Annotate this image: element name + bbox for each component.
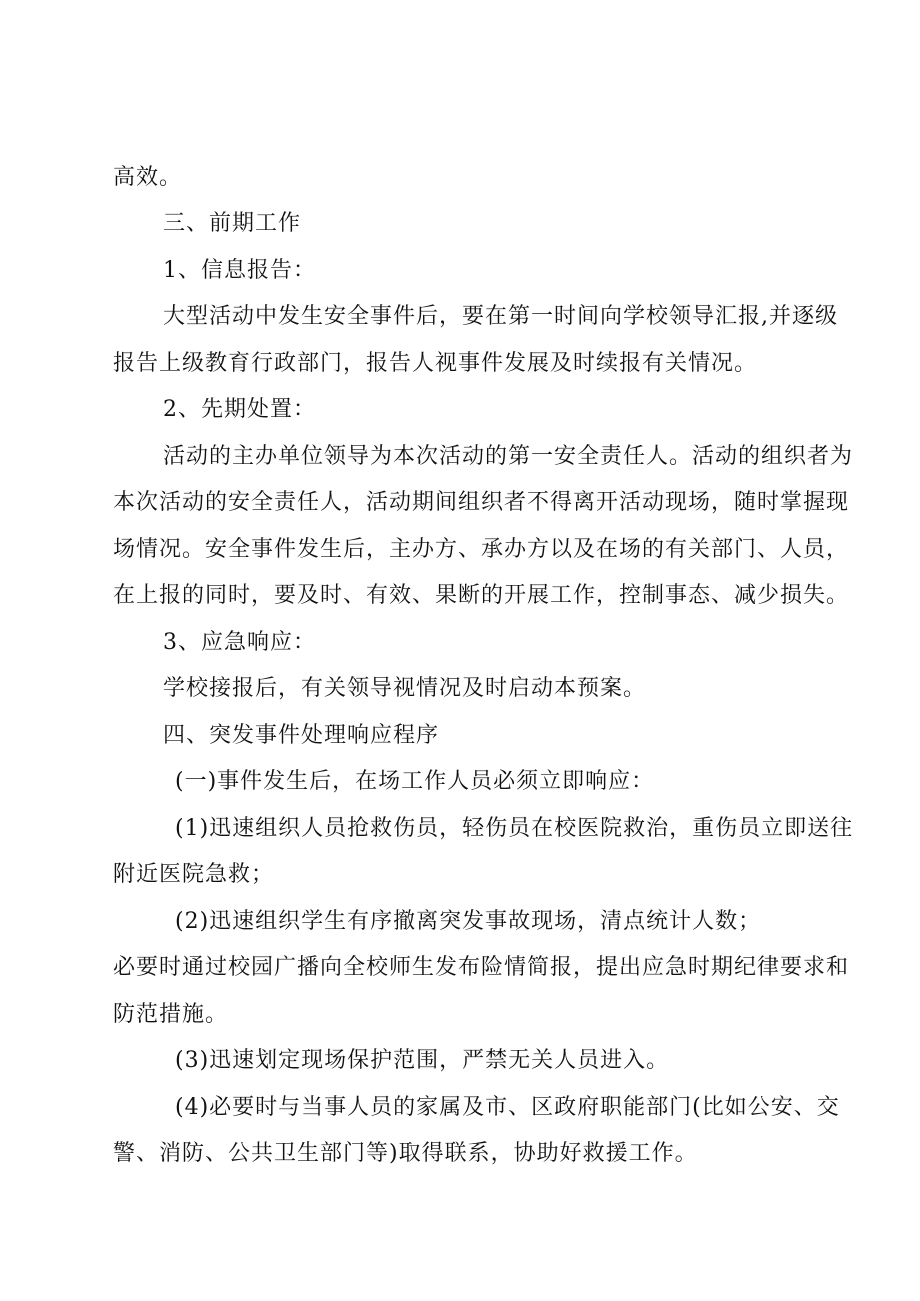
list-item: (2)迅速组织学生有序撤离突发事故现场，清点统计人数； (175, 909, 762, 934)
paragraph-line: 防范措施。 (113, 1002, 229, 1027)
paragraph-line: 在上报的同时，要及时、有效、果断的开展工作，控制事态、减少损失。 (113, 583, 850, 608)
list-item: (3)迅速划定现场保护范围，严禁无关人员进入。 (175, 1048, 670, 1073)
paragraph-line: 本次活动的安全责任人，活动期间组织者不得离开活动现场，随时掌握现 (113, 490, 850, 515)
paragraph-line: 必要时通过校园广播向全校师生发布险情简报，提出应急时期纪律要求和 (113, 955, 850, 980)
subsection-heading: (一)事件发生后，在场工作人员必须立即响应： (175, 769, 655, 794)
paragraph-line: 活动的主办单位领导为本次活动的第一安全责任人。活动的组织者为 (163, 444, 854, 469)
list-item: (4)必要时与当事人员的家属及市、区政府职能部门(比如公安、交 (175, 1095, 840, 1120)
section-heading: 四、突发事件处理响应程序 (163, 723, 440, 748)
subsection-heading: 1、信息报告： (163, 258, 316, 283)
paragraph-line: 大型活动中发生安全事件后，要在第一时间向学校领导汇报,并逐级 (163, 304, 838, 329)
paragraph-line: 附近医院急救； (113, 862, 275, 887)
subsection-heading: 3、应急响应： (163, 630, 316, 655)
paragraph-line: 学校接报后，有关领导视情况及时启动本预案。 (163, 676, 647, 701)
section-heading: 三、前期工作 (163, 211, 302, 236)
paragraph-line: 报告上级教育行政部门，报告人视事件发展及时续报有关情况。 (113, 351, 758, 376)
paragraph-line: 警、消防、公共卫生部门等)取得联系，协助好救援工作。 (113, 1141, 698, 1166)
paragraph-line: 高效。 (113, 165, 183, 190)
subsection-heading: 2、先期处置： (163, 397, 316, 422)
list-item: (1)迅速组织人员抢救伤员，轻伤员在校医院救治，重伤员立即送往 (175, 816, 854, 841)
paragraph-line: 场情况。安全事件发生后，主办方、承办方以及在场的有关部门、人员， (113, 537, 850, 562)
